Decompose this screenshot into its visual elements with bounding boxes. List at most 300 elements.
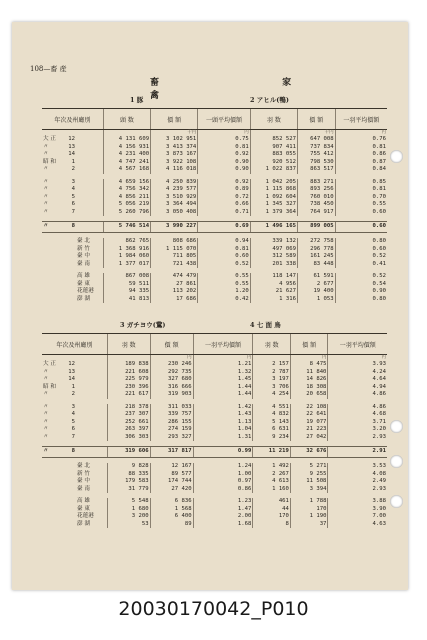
table-cell: 319 606 bbox=[107, 447, 150, 458]
table-cell: 221 608 bbox=[107, 369, 150, 377]
section-title-ducks: 2 アヒル(鴨) bbox=[250, 96, 289, 104]
table-cell: 18 308 bbox=[290, 384, 328, 392]
table-cell: 4 856 211 bbox=[103, 194, 150, 202]
table-cell: 6 836 bbox=[150, 498, 193, 506]
table-cell: 808 686 bbox=[151, 238, 198, 246]
table-cell: 5 260 796 bbox=[103, 209, 150, 217]
table-cell: 3 706 bbox=[253, 384, 291, 392]
table-cell: 4 239 577 bbox=[151, 186, 198, 194]
table-cell: 760 010 bbox=[297, 194, 335, 202]
col-header: 一羽平均價額 bbox=[335, 109, 387, 130]
table-row bbox=[42, 361, 387, 369]
table-cell: 1.00 bbox=[193, 471, 253, 479]
table-cell: 1.43 bbox=[193, 411, 253, 419]
table-cell: 89 bbox=[150, 521, 193, 529]
table-cell: 920 512 bbox=[250, 159, 297, 167]
table-cell: 161 245 bbox=[297, 253, 335, 261]
table-cell: 27 420 bbox=[150, 486, 193, 494]
section-title-pigs: 1 豚 bbox=[130, 96, 144, 104]
binder-hole bbox=[390, 455, 403, 468]
table-cell: 12 167 bbox=[150, 463, 193, 471]
prefecture-name: 臺 北 bbox=[77, 463, 90, 469]
table-cell: 263 397 bbox=[107, 426, 150, 434]
table-cell: 221 617 bbox=[107, 391, 150, 399]
table-cell: 0.86 bbox=[335, 151, 387, 159]
table-cell: 4 747 241 bbox=[103, 159, 150, 167]
unit-label: 円 bbox=[328, 355, 387, 362]
table-cell: 274 159 bbox=[150, 426, 193, 434]
table-row bbox=[42, 384, 387, 392]
table-cell: 1 984 060 bbox=[103, 253, 150, 261]
table-cell: 1.32 bbox=[193, 369, 253, 377]
table-cell: 1.44 bbox=[193, 391, 253, 399]
table-cell: 1.31 bbox=[193, 434, 253, 442]
table-cell: 201 338 bbox=[250, 261, 297, 269]
binder-hole bbox=[390, 150, 403, 163]
table-cell: 899 005 bbox=[297, 222, 335, 233]
table-cell: 3 102 951 bbox=[151, 136, 198, 144]
table-cell: 0.89 bbox=[198, 186, 250, 194]
row-era: 〃 bbox=[43, 411, 49, 417]
row-year: 12 bbox=[68, 136, 75, 142]
table-row bbox=[42, 159, 387, 167]
table-cell: 4.68 bbox=[328, 411, 387, 419]
table-cell: 4 756 342 bbox=[103, 186, 150, 194]
row-year: 4 bbox=[71, 411, 75, 417]
table-cell: 0.86 bbox=[193, 486, 253, 494]
table-cell: 1.20 bbox=[198, 288, 250, 296]
table-row bbox=[42, 151, 387, 159]
row-era: 大 正 bbox=[43, 136, 56, 142]
table-cell: 0.60 bbox=[335, 222, 387, 233]
row-year: 6 bbox=[71, 426, 75, 432]
table-cell: 0.80 bbox=[335, 238, 387, 246]
prefecture-row bbox=[42, 506, 387, 514]
col-header: 羽 数 bbox=[107, 334, 150, 355]
table-row bbox=[42, 179, 387, 187]
table-cell: 8 475 bbox=[290, 361, 328, 369]
table-cell: 3 197 bbox=[253, 376, 291, 384]
table-cell: 27 861 bbox=[151, 281, 198, 289]
row-era: 〃 bbox=[42, 222, 60, 233]
table-cell: 4.64 bbox=[328, 376, 387, 384]
table-cell: 0.54 bbox=[335, 281, 387, 289]
table-cell: 2.49 bbox=[328, 478, 387, 486]
table-cell: 4 116 018 bbox=[151, 166, 198, 174]
table-cell: 1 115 070 bbox=[151, 246, 198, 254]
table-cell: 22 108 bbox=[290, 404, 328, 412]
table-cell: 94 335 bbox=[103, 288, 150, 296]
table-cell: 1 160 bbox=[253, 486, 291, 494]
table-cell: 170 bbox=[253, 513, 291, 521]
table-cell: 0.75 bbox=[198, 136, 250, 144]
table-cell: 32 676 bbox=[290, 447, 328, 458]
table-cell: 4 613 bbox=[253, 478, 291, 486]
table-cell: 9 828 bbox=[107, 463, 150, 471]
table-cell: 0.94 bbox=[198, 238, 250, 246]
table-cell: 1.04 bbox=[193, 426, 253, 434]
row-era: 昭 和 bbox=[43, 158, 56, 165]
table-cell: 1 788 bbox=[290, 498, 328, 506]
row-era: 〃 bbox=[43, 178, 49, 185]
table-cell: 316 666 bbox=[150, 384, 193, 392]
table-cell: 3 922 108 bbox=[151, 159, 198, 167]
table-cell: 1.23 bbox=[193, 498, 253, 506]
table-cell: 0.60 bbox=[335, 209, 387, 217]
table-cell: 0.70 bbox=[335, 194, 387, 202]
table-cell: 3.88 bbox=[328, 498, 387, 506]
table-row bbox=[42, 144, 387, 152]
table-cell: 4 156 931 bbox=[103, 144, 150, 152]
table-cell: 1 492 bbox=[253, 463, 291, 471]
row-era: 〃 bbox=[43, 403, 49, 410]
table-cell: 0.60 bbox=[198, 253, 250, 261]
table-cell: 88 335 bbox=[107, 471, 150, 479]
table-cell: 189 838 bbox=[107, 361, 150, 369]
prefecture-row bbox=[42, 296, 387, 304]
table-cell: 3 364 494 bbox=[151, 201, 198, 209]
table-cell: 339 757 bbox=[150, 411, 193, 419]
row-era: 〃 bbox=[43, 433, 49, 440]
table-cell: 755 412 bbox=[297, 151, 335, 159]
unit-label: 円 bbox=[150, 355, 193, 362]
table-cell: 37 bbox=[290, 521, 328, 529]
table-cell: 852 527 bbox=[250, 136, 297, 144]
table-cell: 19 077 bbox=[290, 419, 328, 427]
table-cell: 1.42 bbox=[193, 404, 253, 412]
row-era: 〃 bbox=[43, 391, 49, 397]
prefecture-row bbox=[42, 478, 387, 486]
col-header: 頭 数 bbox=[103, 109, 150, 130]
table-cell: 6 631 bbox=[253, 426, 291, 434]
table-cell: 83 448 bbox=[297, 261, 335, 269]
prefecture-name: 新 竹 bbox=[77, 470, 90, 477]
table-cell: 0.52 bbox=[198, 261, 250, 269]
table-cell: 2.93 bbox=[328, 486, 387, 494]
table-cell: 6 400 bbox=[150, 513, 193, 521]
table-row bbox=[42, 426, 387, 434]
col-header: 價 額 bbox=[290, 334, 328, 355]
table-cell: 225 979 bbox=[107, 376, 150, 384]
row-year: 14 bbox=[68, 151, 75, 157]
table-cell: 0.97 bbox=[193, 478, 253, 486]
table-cell: 9 255 bbox=[290, 471, 328, 479]
table-cell: 0.55 bbox=[198, 281, 250, 289]
table-cell: 0.81 bbox=[335, 144, 387, 152]
table-cell: 2 157 bbox=[253, 361, 291, 369]
row-year: 3 bbox=[71, 178, 75, 185]
prefecture-name: 新 竹 bbox=[77, 245, 90, 252]
table-cell: 1 496 165 bbox=[250, 222, 297, 233]
table-row bbox=[42, 369, 387, 377]
col-header: 一頭平均價額 bbox=[198, 109, 250, 130]
prefecture-name: 臺 中 bbox=[77, 478, 90, 484]
table-cell: 118 147 bbox=[250, 273, 297, 281]
table-pigs-ducks bbox=[42, 108, 387, 303]
table-cell: 1 368 916 bbox=[103, 246, 150, 254]
table-row bbox=[42, 201, 387, 209]
table-cell: 4.86 bbox=[328, 391, 387, 399]
row-era: 〃 bbox=[43, 426, 49, 432]
table-cell: 3.20 bbox=[328, 426, 387, 434]
table-cell: 311 033 bbox=[150, 404, 193, 412]
row-era: 昭 和 bbox=[43, 383, 56, 390]
table-cell: 5 143 bbox=[253, 419, 291, 427]
row-year: 1 bbox=[71, 158, 75, 165]
table-cell: 907 411 bbox=[250, 144, 297, 152]
table-cell: 0.85 bbox=[335, 179, 387, 187]
row-year: 13 bbox=[68, 143, 75, 150]
table-cell: 5 056 219 bbox=[103, 201, 150, 209]
prefecture-row bbox=[42, 288, 387, 296]
table-cell: 0.55 bbox=[335, 201, 387, 209]
table-cell: 53 bbox=[107, 521, 150, 529]
table-cell: 339 132 bbox=[250, 238, 297, 246]
prefecture-row bbox=[42, 253, 387, 261]
table-cell: 4 832 bbox=[253, 411, 291, 419]
page-title: 畜 家 禽 bbox=[150, 78, 352, 101]
row-era: 〃 bbox=[43, 166, 49, 172]
table-cell: 4.94 bbox=[328, 384, 387, 392]
table-cell: 0.92 bbox=[198, 151, 250, 159]
table-cell: 863 517 bbox=[297, 166, 335, 174]
table-cell: 11 840 bbox=[290, 369, 328, 377]
prefecture-name: 花蓮港 bbox=[77, 513, 94, 519]
prefecture-name: 臺 北 bbox=[77, 238, 90, 244]
table-cell: 883 055 bbox=[250, 151, 297, 159]
table-cell: 1 092 604 bbox=[250, 194, 297, 202]
table-cell: 296 778 bbox=[297, 246, 335, 254]
table-cell: 0.69 bbox=[198, 222, 250, 233]
table-cell: 8 bbox=[253, 521, 291, 529]
table-cell: 0.55 bbox=[198, 273, 250, 281]
col-header-label: 年次及州廳別 bbox=[42, 109, 103, 130]
table-cell: 0.41 bbox=[335, 261, 387, 269]
row-year: 5 bbox=[71, 193, 75, 200]
table-cell: 2.00 bbox=[193, 513, 253, 521]
table-cell: 2 267 bbox=[253, 471, 291, 479]
table-cell: 59 511 bbox=[103, 281, 150, 289]
table-cell: 272 758 bbox=[297, 238, 335, 246]
prefecture-row bbox=[42, 471, 387, 479]
table-cell: 20 658 bbox=[290, 391, 328, 399]
row-year: 2 bbox=[71, 391, 75, 397]
row-era: 〃 bbox=[43, 418, 49, 425]
table-cell: 317 817 bbox=[150, 447, 193, 458]
row-year: 8 bbox=[60, 222, 76, 233]
row-era: 〃 bbox=[43, 376, 49, 382]
table-cell: 3 990 227 bbox=[151, 222, 198, 233]
table-cell: 3 873 167 bbox=[151, 151, 198, 159]
table-cell: 1.21 bbox=[193, 361, 253, 369]
prefecture-name: 高 雄 bbox=[77, 273, 90, 279]
table-cell: 4 956 bbox=[250, 281, 297, 289]
row-year: 14 bbox=[68, 376, 75, 382]
table-cell: 1 377 017 bbox=[103, 261, 150, 269]
row-era: 〃 bbox=[42, 447, 60, 458]
prefecture-row bbox=[42, 463, 387, 471]
unit-label: 円 bbox=[290, 355, 328, 362]
table-cell: 1.13 bbox=[193, 419, 253, 427]
row-year: 12 bbox=[68, 361, 75, 367]
table-cell: 3 413 374 bbox=[151, 144, 198, 152]
row-year: 4 bbox=[71, 186, 75, 192]
table-cell: 4 250 839 bbox=[151, 179, 198, 187]
table-cell: 44 bbox=[253, 506, 291, 514]
table-cell: 179 583 bbox=[107, 478, 150, 486]
table-cell: 0.81 bbox=[335, 186, 387, 194]
row-year: 1 bbox=[71, 383, 75, 390]
table-cell: 3 510 929 bbox=[151, 194, 198, 202]
table-cell: 0.87 bbox=[335, 159, 387, 167]
table-row bbox=[42, 209, 387, 217]
table-cell: 798 530 bbox=[297, 159, 335, 167]
binder-hole bbox=[390, 495, 403, 508]
table-cell: 862 765 bbox=[103, 238, 150, 246]
prefecture-name: 臺 東 bbox=[77, 505, 90, 512]
col-header: 一羽平均價額 bbox=[328, 334, 387, 355]
table-cell: 21 627 bbox=[250, 288, 297, 296]
col-header-label: 年次及州廳別 bbox=[42, 334, 107, 355]
unit-label: 円 bbox=[198, 130, 250, 137]
table-cell: 867 008 bbox=[103, 273, 150, 281]
table-cell: 4 131 609 bbox=[103, 136, 150, 144]
table-cell: 2.93 bbox=[328, 434, 387, 442]
table-cell: 230 246 bbox=[150, 361, 193, 369]
table-cell: 0.80 bbox=[335, 296, 387, 304]
table-cell: 2.91 bbox=[328, 447, 387, 458]
table-cell: 1.24 bbox=[193, 463, 253, 471]
table-cell: 11 219 bbox=[253, 447, 291, 458]
row-era: 〃 bbox=[43, 186, 49, 192]
table-row bbox=[42, 419, 387, 427]
table-cell: 1 190 bbox=[290, 513, 328, 521]
table-cell: 113 202 bbox=[151, 288, 198, 296]
table-cell: 4.24 bbox=[328, 369, 387, 377]
table-cell: 9 234 bbox=[253, 434, 291, 442]
prefecture-name: 臺 中 bbox=[77, 253, 90, 259]
table-cell: 0.90 bbox=[198, 166, 250, 174]
table-cell: 293 327 bbox=[150, 434, 193, 442]
row-year: 5 bbox=[71, 418, 75, 425]
table-cell: 21 223 bbox=[290, 426, 328, 434]
table-cell: 4 231 400 bbox=[103, 151, 150, 159]
row-era: 大 正 bbox=[43, 361, 56, 367]
table-cell: 4.63 bbox=[328, 521, 387, 529]
table-cell: 497 069 bbox=[250, 246, 297, 254]
row-year: 2 bbox=[71, 166, 75, 172]
table-row bbox=[42, 391, 387, 399]
table-cell: 0.81 bbox=[198, 144, 250, 152]
image-caption: 20030170042_P010 bbox=[118, 598, 309, 620]
table-cell: 89 577 bbox=[150, 471, 193, 479]
table-cell: 1 022 837 bbox=[250, 166, 297, 174]
table-cell: 14 826 bbox=[290, 376, 328, 384]
table-cell: 0.81 bbox=[198, 246, 250, 254]
row-era: 〃 bbox=[43, 201, 49, 207]
col-header: 價 額 bbox=[297, 109, 335, 130]
prefecture-row bbox=[42, 246, 387, 254]
table-cell: 0.72 bbox=[198, 194, 250, 202]
table-row bbox=[42, 411, 387, 419]
table-cell: 17 686 bbox=[151, 296, 198, 304]
prefecture-name: 澎 湖 bbox=[77, 520, 90, 527]
table-cell: 4 659 156 bbox=[103, 179, 150, 187]
table-cell: 0.71 bbox=[198, 209, 250, 217]
prefecture-row bbox=[42, 238, 387, 246]
table-cell: 292 735 bbox=[150, 369, 193, 377]
col-header: 價 額 bbox=[151, 109, 198, 130]
table-cell: 711 805 bbox=[151, 253, 198, 261]
unit-label: 円 bbox=[193, 355, 253, 362]
table-cell: 1 345 327 bbox=[250, 201, 297, 209]
table-cell: 22 641 bbox=[290, 411, 328, 419]
table-cell: 893 256 bbox=[297, 186, 335, 194]
table-cell: 3 394 bbox=[290, 486, 328, 494]
binder-hole bbox=[390, 420, 403, 433]
prefecture-row bbox=[42, 513, 387, 521]
table-cell: 0.66 bbox=[198, 201, 250, 209]
col-header: 一羽平均價額 bbox=[193, 334, 253, 355]
prefecture-row bbox=[42, 261, 387, 269]
prefecture-name: 臺 南 bbox=[77, 260, 90, 267]
table-cell: 0.52 bbox=[335, 253, 387, 261]
table-row bbox=[42, 376, 387, 384]
table-cell: 0.60 bbox=[335, 246, 387, 254]
table-row bbox=[42, 186, 387, 194]
prefecture-name: 澎 湖 bbox=[77, 295, 90, 302]
table-row bbox=[42, 434, 387, 442]
prefecture-name: 高 雄 bbox=[77, 498, 90, 504]
table-cell: 764 917 bbox=[297, 209, 335, 217]
table-cell: 883 271 bbox=[297, 179, 335, 187]
table-cell: 0.90 bbox=[335, 288, 387, 296]
table-cell: 737 834 bbox=[297, 144, 335, 152]
table-cell: 312 589 bbox=[250, 253, 297, 261]
table-cell: 4 254 bbox=[253, 391, 291, 399]
col-header: 羽 数 bbox=[253, 334, 291, 355]
row-year: 7 bbox=[71, 433, 75, 440]
unit-label: 千円 bbox=[297, 130, 335, 137]
row-year: 13 bbox=[68, 368, 75, 375]
table-cell: 4.86 bbox=[328, 404, 387, 412]
table-cell: 237 307 bbox=[107, 411, 150, 419]
table-cell: 286 155 bbox=[150, 419, 193, 427]
total-row bbox=[42, 222, 387, 233]
row-era: 〃 bbox=[43, 143, 49, 150]
table-cell: 0.92 bbox=[198, 179, 250, 187]
table-cell: 4.08 bbox=[328, 471, 387, 479]
table-cell: 474 479 bbox=[151, 273, 198, 281]
row-year: 3 bbox=[71, 403, 75, 410]
table-cell: 31 779 bbox=[107, 486, 150, 494]
table-cell: 230 396 bbox=[107, 384, 150, 392]
table-cell: 7.00 bbox=[328, 513, 387, 521]
prefecture-row bbox=[42, 521, 387, 529]
table-cell: 4 551 bbox=[253, 404, 291, 412]
prefecture-name: 花蓮港 bbox=[77, 288, 94, 294]
table-cell: 252 661 bbox=[107, 419, 150, 427]
row-year: 8 bbox=[60, 447, 76, 458]
prefecture-row bbox=[42, 498, 387, 506]
table-row bbox=[42, 194, 387, 202]
col-header: 羽 数 bbox=[250, 109, 297, 130]
table-cell: 1 115 868 bbox=[250, 186, 297, 194]
table-cell: 1 042 205 bbox=[250, 179, 297, 187]
table-cell: 1.68 bbox=[193, 521, 253, 529]
total-row bbox=[42, 447, 387, 458]
table-cell: 2 677 bbox=[297, 281, 335, 289]
